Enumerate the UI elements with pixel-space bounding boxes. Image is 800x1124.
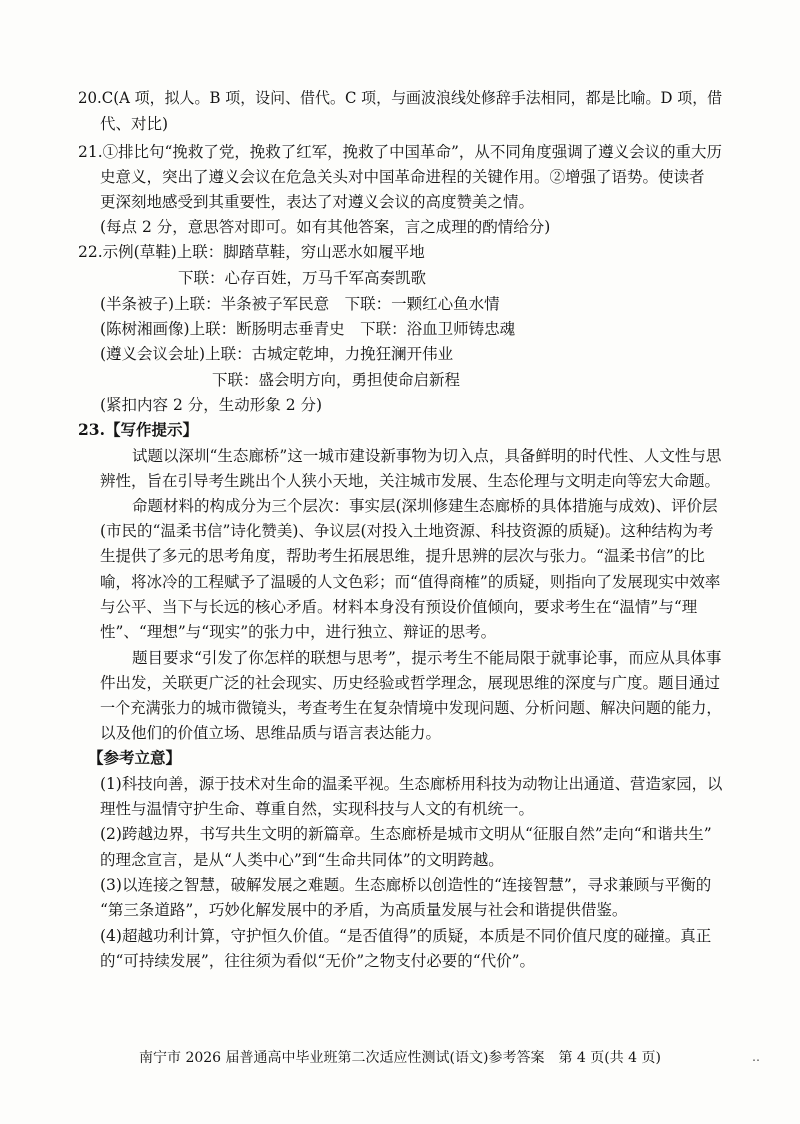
q21-line-3: 更深刻地感受到其重要性，表达了对遵义会议的高度赞美之情。 <box>100 193 535 211</box>
q22-line-4: (陈树湘画像)上联：断肠明志垂青史 下联：浴血卫师铸忠魂 <box>100 320 516 338</box>
q22-line-3: (半条被子)上联：半条被子军民意 下联：一颗红心鱼水情 <box>100 295 500 313</box>
ref-1-line-2: 理性与温情守护生命、尊重自然，实现科技与人文的有机统一。 <box>100 800 535 818</box>
q21-line-1: 21.①排比句“挽救了党，挽救了红军，挽救了中国革命”，从不同角度强调了遵义会议的重大历 <box>78 143 722 161</box>
q23-p2-line-6: 性”、“理想”与“现实”的张力中，进行独立、辩证的思考。 <box>100 623 497 641</box>
q23-p3-line-1: 题目要求“引发了你怎样的联想与思考”，提示考生不能局限于就事论事，而应从具体事 <box>132 649 722 667</box>
q22-line-5: (遵义会议会址)上联：古城定乾坤，力挽狂澜开伟业 <box>100 345 454 363</box>
q21-scoring-note: (每点 2 分，意思答对即可。如有其他答案，言之成理的酌情给分) <box>100 218 551 236</box>
q23-p2-line-5: 与公平、当下与长远的核心矛盾。材料本身没有预设价值倾向，要求考生在“温情”与“理 <box>100 598 698 616</box>
q23-p3-line-4: 以及他们的价值立场、思维品质与语言表达能力。 <box>100 724 442 742</box>
page-footer: 南宁市 2026 届普通高中毕业班第二次适应性测试(语文)参考答案 第 4 页(共 4 页) <box>139 1050 661 1066</box>
q23-p2-line-4: 喻，将冰冷的工程赋予了温暖的人文色彩；而“值得商榷”的质疑，则指向了发展现实中效率 <box>100 573 721 591</box>
reference-ideas-heading: 【参考立意】 <box>88 748 182 767</box>
ref-4-line-1: (4)超越功利计算，守护恒久价值。“是否值得”的质疑，本质是不同价值尺度的碰撞。真正 <box>100 927 712 945</box>
q23-p1-line-2: 辨性，旨在引导考生跳出个人狭小天地，关注城市发展、生态伦理与文明走向等宏大命题。 <box>100 472 721 490</box>
q20-line-2: 代、对比) <box>100 115 169 133</box>
q23-p2-line-1: 命题材料的构成分为三个层次：事实层(深圳修建生态廊桥的具体措施与成效)、评价层 <box>132 497 718 515</box>
q22-line-2: 下联：心存百姓，万马千军高奏凯歌 <box>178 269 427 287</box>
q21-line-2: 史意义，突出了遵义会议在危急关头对中国革命进程的关键作用。②增强了语势。使读者 <box>100 168 705 186</box>
ref-2-line-1: (2)跨越边界，书写共生文明的新篇章。生态廊桥是城市文明从“征服自然”走向“和谐共生” <box>100 825 712 843</box>
q20-line-1: 20.C(A 项，拟人。B 项，设问、借代。C 项，与画波浪线处修辞手法相同，都是比喻。D 项，借 <box>78 89 723 107</box>
q23-heading: 23.【写作提示】 <box>78 420 198 439</box>
ref-3-line-1: (3)以连接之智慧，破解发展之难题。生态廊桥以创造性的“连接智慧”，寻求兼顾与平衡的 <box>100 876 712 894</box>
q23-p2-line-3: 生提供了多元的思考角度，帮助考生拓展思维，提升思辨的层次与张力。“温柔书信”的比 <box>100 547 705 565</box>
ref-3-line-2: “第三条道路”，巧妙化解发展中的矛盾，为高质量发展与社会和谐提供借鉴。 <box>100 901 628 919</box>
corner-mark: ‥ <box>752 1050 761 1064</box>
ref-4-line-2: 的“可持续发展”，往往须为看似“无价”之物支付必要的“代价”。 <box>100 952 536 970</box>
q23-p3-line-2: 件出发，关联更广泛的社会现实、历史经验或哲学理念，展现思维的深度与广度。题目通过 <box>100 674 721 692</box>
q23-p3-line-3: 一个充满张力的城市微镜头，考查考生在复杂情境中发现问题、分析问题、解决问题的能力， <box>100 699 722 717</box>
q22-line-6: 下联：盛会明方向，勇担使命启新程 <box>212 371 461 389</box>
q22-line-1: 22.示例(草鞋)上联：脚踏草鞋，穷山恶水如履平地 <box>78 243 425 261</box>
ref-1-line-1: (1)科技向善，源于技术对生命的温柔平视。生态廊桥用科技为动物让出通道、营造家园，以 <box>100 775 723 793</box>
q23-p2-line-2: (市民的“温柔书信”诗化赞美)、争议层(对投入土地资源、科技资源的质疑)。这种结构为考 <box>100 522 714 540</box>
ref-2-line-2: 的理念宣言，是从“人类中心”到“生命共同体”的文明跨越。 <box>100 851 504 869</box>
q22-scoring-note: (紧扣内容 2 分，生动形象 2 分) <box>100 396 323 414</box>
q23-p1-line-1: 试题以深圳“生态廊桥”这一城市建设新事物为切入点，具备鲜明的时代性、人文性与思 <box>132 447 722 465</box>
